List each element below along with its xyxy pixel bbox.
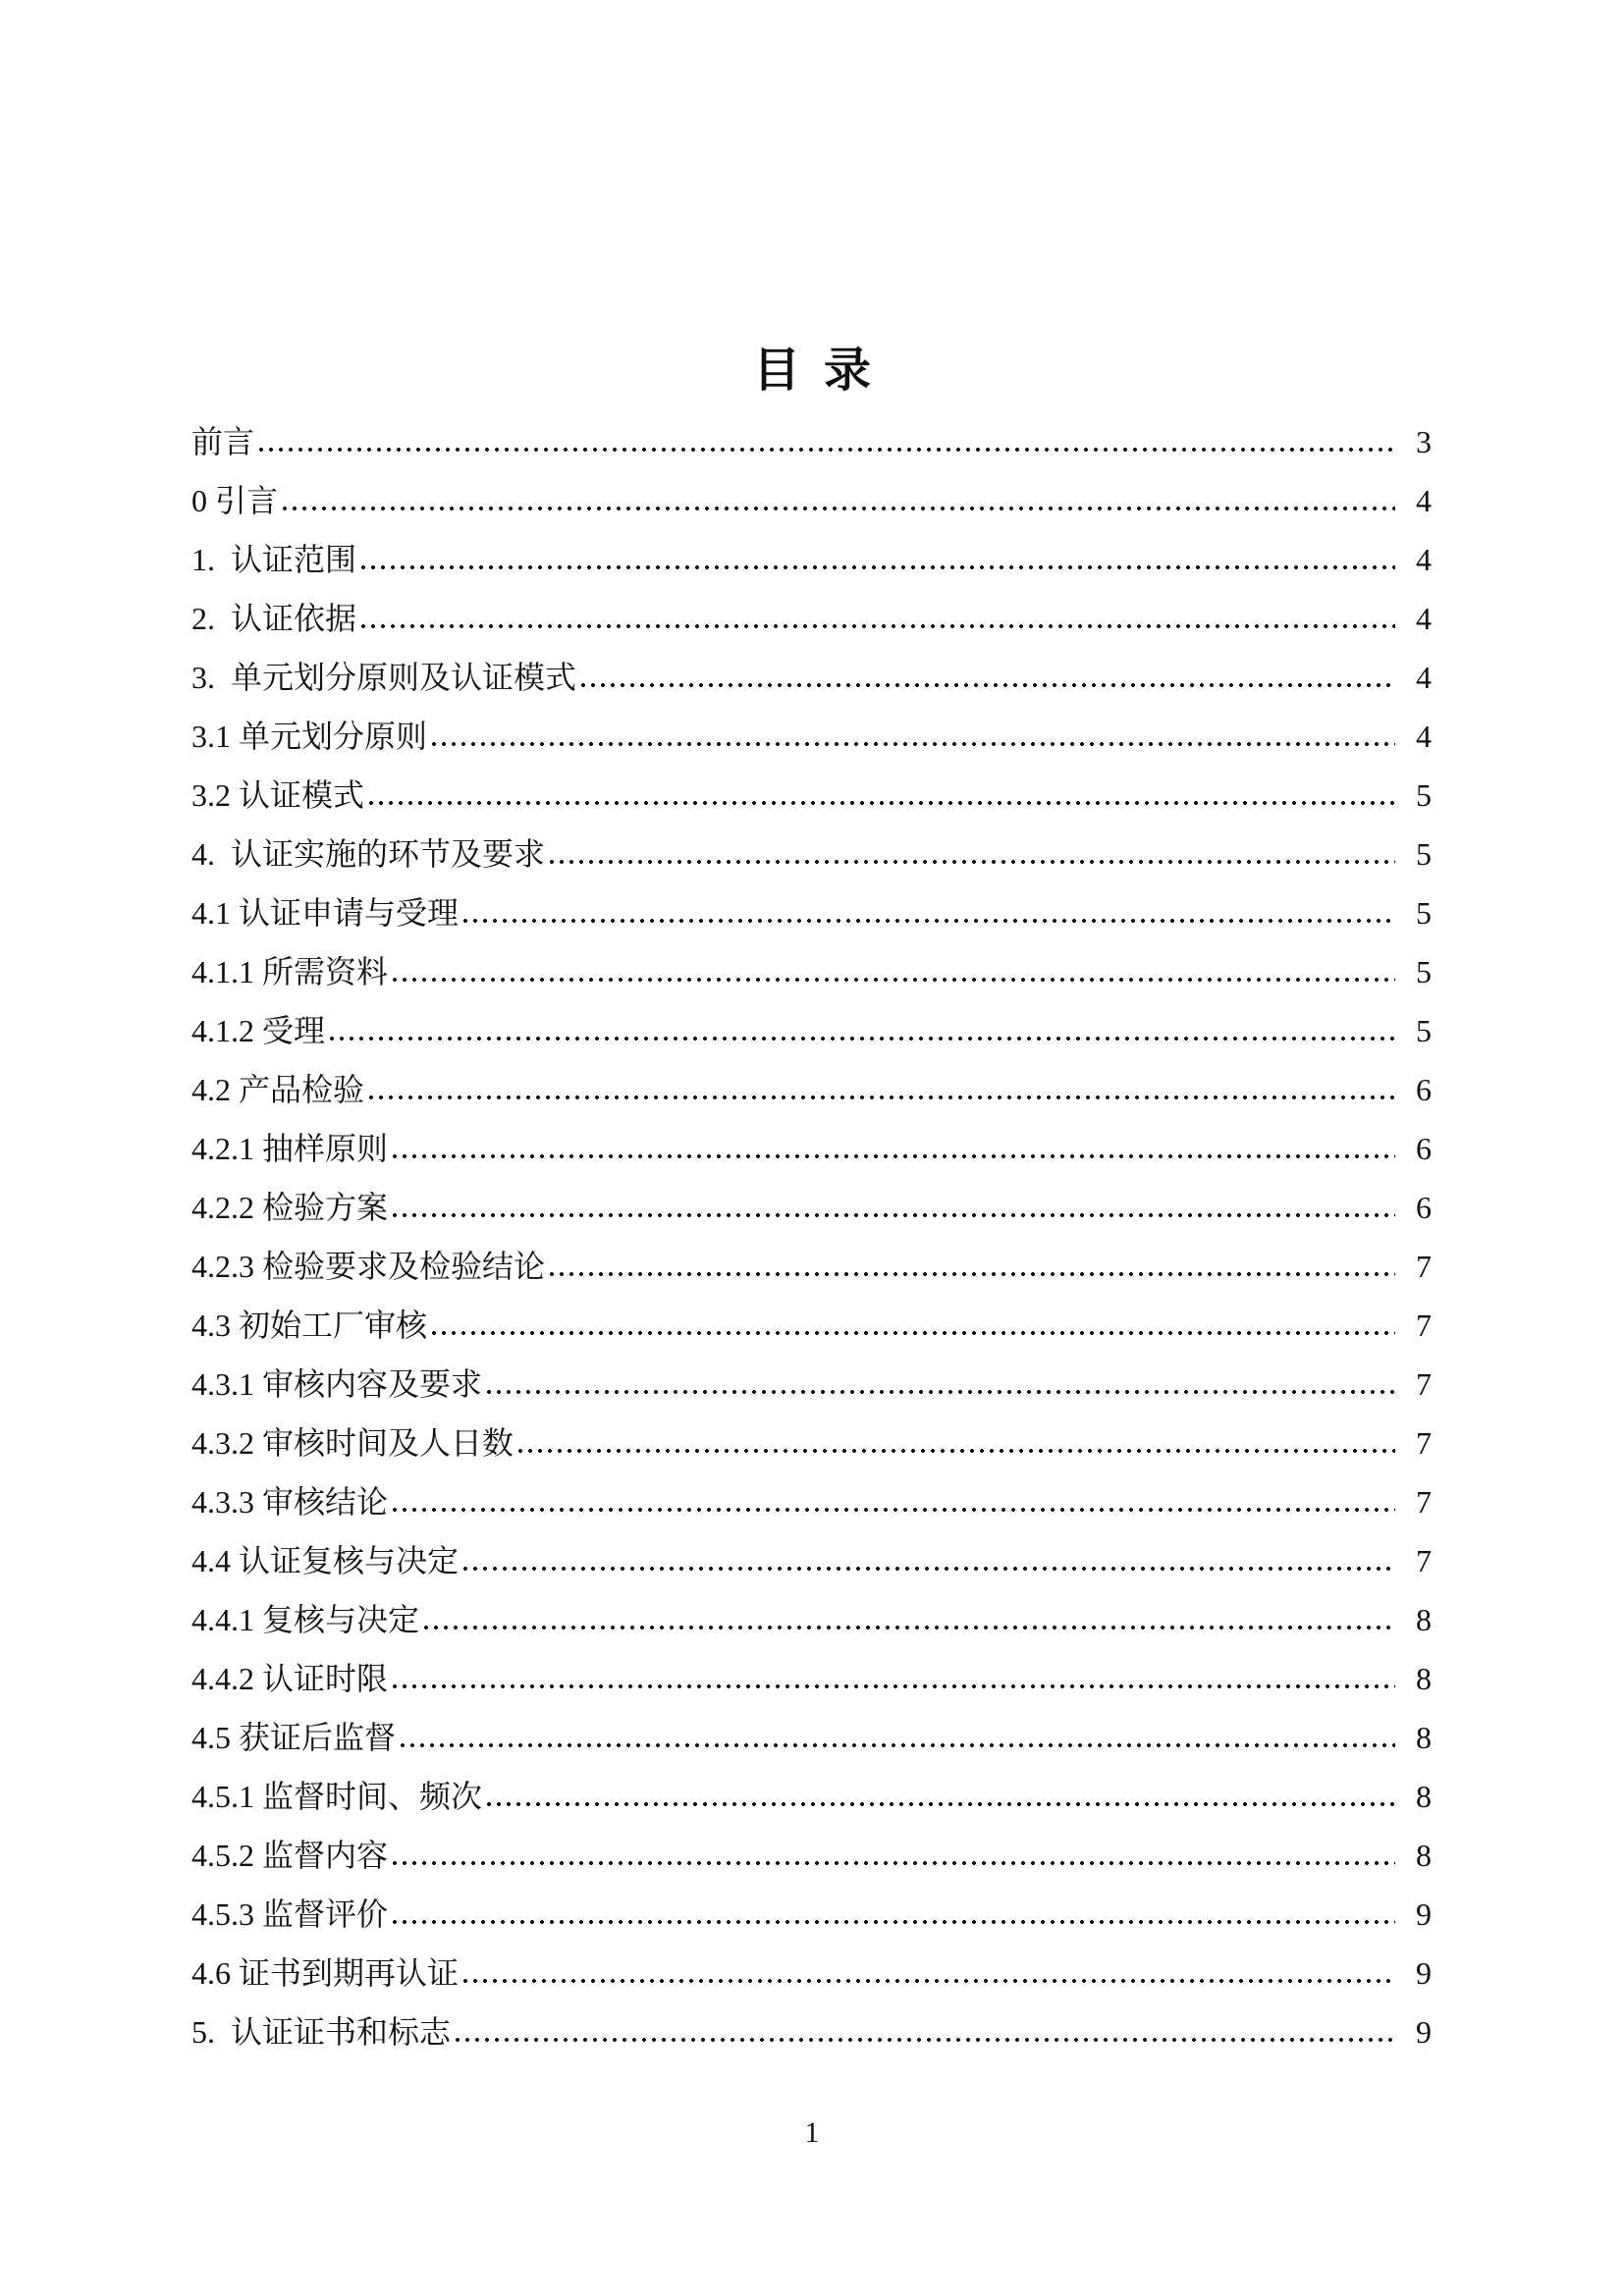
toc-entry-label: 0 引言 xyxy=(191,483,279,518)
toc-entry xyxy=(191,1708,1432,1767)
toc-entry xyxy=(191,1472,1432,1531)
dot-leader xyxy=(256,412,1395,471)
toc-entry-page-number: 4 xyxy=(1416,483,1432,518)
toc-entry-page-number: 6 xyxy=(1416,1072,1432,1107)
dot-leader xyxy=(390,1178,1395,1237)
dot-leader xyxy=(280,471,1395,530)
toc-entry-label: 4.2.2 检验方案 xyxy=(191,1190,389,1225)
toc-entry xyxy=(191,1060,1432,1119)
toc-entry-page-number: 7 xyxy=(1416,1543,1432,1578)
dot-leader xyxy=(515,1414,1395,1472)
toc-entry-label: 4.1 认证申请与受理 xyxy=(191,895,460,931)
toc-entry-label: 4.5.2 监督内容 xyxy=(191,1838,389,1873)
toc-entry-label: 3.2 认证模式 xyxy=(191,777,365,813)
toc-entry-page-number: 6 xyxy=(1416,1131,1432,1166)
toc-entry-label: 4.4.2 认证时限 xyxy=(191,1661,389,1696)
toc-entry xyxy=(191,1649,1432,1708)
toc-entry-label: 2. 认证依据 xyxy=(191,601,357,636)
toc-entry-page-number: 8 xyxy=(1416,1838,1432,1873)
toc-entry-label: 3.1 单元划分原则 xyxy=(191,719,428,754)
toc-entry-page-number: 9 xyxy=(1416,2014,1432,2050)
toc-entry xyxy=(191,1531,1432,1590)
toc-entry xyxy=(191,1001,1432,1060)
table-of-contents xyxy=(191,412,1432,2061)
toc-entry-label: 4.5 获证后监督 xyxy=(191,1720,397,1755)
toc-entry xyxy=(191,2002,1432,2061)
toc-entry-page-number: 9 xyxy=(1416,1896,1432,1932)
dot-leader xyxy=(358,530,1395,589)
dot-leader xyxy=(484,1355,1395,1414)
dot-leader xyxy=(460,883,1395,942)
toc-entry-label: 4.1.1 所需资料 xyxy=(191,954,389,989)
toc-entry-page-number: 8 xyxy=(1416,1779,1432,1814)
toc-entry-label: 4.2.1 抽样原则 xyxy=(191,1131,389,1166)
toc-entry-label: 3. 单元划分原则及认证模式 xyxy=(191,660,577,695)
dot-leader xyxy=(327,1001,1395,1060)
toc-entry-page-number: 5 xyxy=(1416,777,1432,813)
toc-entry-page-number: 5 xyxy=(1416,895,1432,931)
toc-entry xyxy=(191,471,1432,530)
footer-page-number: 1 xyxy=(804,2116,820,2149)
toc-entry xyxy=(191,1885,1432,1944)
toc-entry-page-number: 7 xyxy=(1416,1484,1432,1520)
toc-entry-page-number: 4 xyxy=(1416,660,1432,695)
toc-entry-page-number: 7 xyxy=(1416,1249,1432,1284)
toc-entry xyxy=(191,412,1432,471)
dot-leader xyxy=(390,1826,1395,1885)
toc-entry-label: 4.3.3 审核结论 xyxy=(191,1484,389,1520)
toc-entry xyxy=(191,1296,1432,1355)
toc-entry xyxy=(191,1414,1432,1472)
toc-entry-label: 4.1.2 受理 xyxy=(191,1013,326,1048)
toc-entry-label: 4.2 产品检验 xyxy=(191,1072,365,1107)
toc-entry xyxy=(191,1826,1432,1885)
toc-entry-label: 4.2.3 检验要求及检验结论 xyxy=(191,1249,546,1284)
toc-entry-page-number: 5 xyxy=(1416,954,1432,989)
dot-leader xyxy=(429,1296,1395,1355)
toc-entry xyxy=(191,1944,1432,2002)
dot-leader xyxy=(358,589,1395,648)
toc-entry-label: 4.3 初始工厂审核 xyxy=(191,1308,428,1343)
toc-entry-page-number: 4 xyxy=(1416,719,1432,754)
toc-entry-page-number: 7 xyxy=(1416,1366,1432,1402)
dot-leader xyxy=(453,2002,1395,2061)
toc-entry xyxy=(191,1590,1432,1649)
dot-leader xyxy=(390,1472,1395,1531)
toc-entry-label: 5. 认证证书和标志 xyxy=(191,2014,452,2050)
toc-entry-page-number: 8 xyxy=(1416,1602,1432,1637)
toc-entry-page-number: 7 xyxy=(1416,1425,1432,1461)
toc-entry xyxy=(191,1237,1432,1296)
toc-entry-label: 4.3.1 审核内容及要求 xyxy=(191,1366,483,1402)
dot-leader xyxy=(547,1237,1395,1296)
toc-entry-label: 4.6 证书到期再认证 xyxy=(191,1955,460,1991)
dot-leader xyxy=(547,825,1395,883)
toc-entry-page-number: 8 xyxy=(1416,1661,1432,1696)
toc-entry xyxy=(191,1119,1432,1178)
toc-entry-label: 前言 xyxy=(191,424,255,459)
dot-leader xyxy=(484,1767,1395,1826)
toc-entry-label: 4.4 认证复核与决定 xyxy=(191,1543,460,1578)
dot-leader xyxy=(421,1590,1395,1649)
toc-entry xyxy=(191,530,1432,589)
dot-leader xyxy=(390,1649,1395,1708)
dot-leader xyxy=(578,648,1395,707)
dot-leader xyxy=(398,1708,1395,1767)
toc-entry-page-number: 7 xyxy=(1416,1308,1432,1343)
toc-entry-page-number: 6 xyxy=(1416,1190,1432,1225)
dot-leader xyxy=(429,707,1395,766)
toc-entry-page-number: 4 xyxy=(1416,542,1432,577)
toc-entry xyxy=(191,766,1432,825)
toc-entry-page-number: 4 xyxy=(1416,601,1432,636)
dot-leader xyxy=(366,766,1395,825)
toc-entry xyxy=(191,942,1432,1001)
toc-entry-label: 4.5.3 监督评价 xyxy=(191,1896,389,1932)
toc-entry xyxy=(191,648,1432,707)
toc-entry xyxy=(191,1355,1432,1414)
toc-entry-label: 4. 认证实施的环节及要求 xyxy=(191,836,546,872)
dot-leader xyxy=(460,1944,1395,2002)
page-title: 目 录 xyxy=(752,345,871,397)
toc-entry xyxy=(191,883,1432,942)
toc-entry-label: 1. 认证范围 xyxy=(191,542,357,577)
toc-entry-page-number: 5 xyxy=(1416,1013,1432,1048)
dot-leader xyxy=(460,1531,1395,1590)
toc-entry-label: 4.4.1 复核与决定 xyxy=(191,1602,420,1637)
toc-entry-page-number: 3 xyxy=(1416,424,1432,459)
toc-entry xyxy=(191,589,1432,648)
dot-leader xyxy=(390,942,1395,1001)
toc-entry xyxy=(191,1767,1432,1826)
toc-entry-page-number: 9 xyxy=(1416,1955,1432,1991)
dot-leader xyxy=(366,1060,1395,1119)
toc-entry-page-number: 5 xyxy=(1416,836,1432,872)
toc-entry-label: 4.5.1 监督时间、频次 xyxy=(191,1779,483,1814)
toc-entry xyxy=(191,1178,1432,1237)
toc-entry xyxy=(191,825,1432,883)
toc-entry xyxy=(191,707,1432,766)
dot-leader xyxy=(390,1119,1395,1178)
toc-entry-page-number: 8 xyxy=(1416,1720,1432,1755)
dot-leader xyxy=(390,1885,1395,1944)
toc-entry-label: 4.3.2 审核时间及人日数 xyxy=(191,1425,514,1461)
